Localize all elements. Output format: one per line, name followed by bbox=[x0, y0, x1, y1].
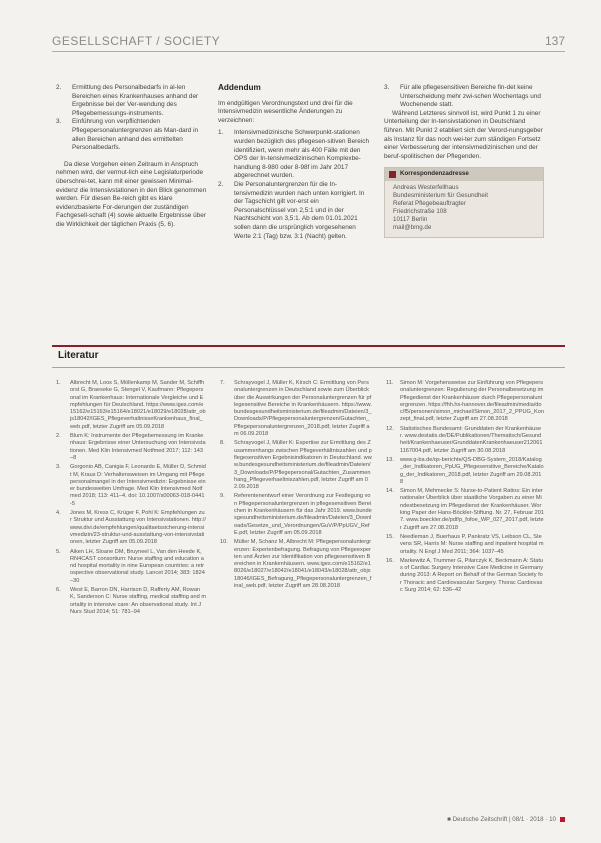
list-item bbox=[56, 118, 208, 152]
reference-text: Statistisches Bundesamt: Grunddaten der Krankenhäuser. www.destatis.de/DE/Publikationen/Thematisch/Gesundheit/Krankenhaeuser/GrunddatenKrankenhaeuser2120611167004.pdf, letzter Zugriff am 30.08.2018 bbox=[400, 425, 543, 454]
reference-number: 6. bbox=[56, 587, 61, 594]
footer-citation: ■ Deutsche Zeitschrift | 08/1 · 2018 · 10 bbox=[447, 816, 556, 823]
article-body bbox=[56, 84, 563, 344]
running-header bbox=[52, 32, 565, 50]
reference-text: Schrayvogel J, Müller K: Expertise zur Ermittlung des Zusammenhangs zwischen Pflegeverhältniszahlen und pflegesensitiven Ergebnisindikatoren in Deutschland. www.bundesgesundheitsministerium.de/fileadmin/Dateien/3_Downloads/P/Pflegepersonal/Gutachten_Zusammenhang_Pflegeverhaeltniszahlen.pdf, letzter Zugriff am 02.09.2018 bbox=[234, 440, 372, 491]
reference-text: Simon M, Mehmecke S: Nurse-to-Patient Ratios: Ein internationaler Überblick über staatliche Vorgaben zu einer Mindestbesetzung im Pflegedienst der Krankenhäuser. Working Paper der Hans-Böckler-Stiftung. Nr. 27, Februar 2017. www.boeckler.de/pdf/p_fofoe_WP_027_2017.pdf, letzter Zugriff am 27.08.2018 bbox=[400, 488, 544, 531]
reference-column-3 bbox=[386, 380, 544, 596]
reference-item bbox=[56, 433, 206, 462]
list-text: Einführung von verpflichtenden Pflegepersonaluntergrenzen als Man-dard in allen Bereichen anhand des ermittelten Personalbedarfs. bbox=[72, 118, 199, 152]
reference-text: Simon M: Vorgehensweise zur Einführung von Pflegepersonaluntergrenzen: Regulierung der Personalbesetzung im Pflegedienst der Krankenhäuser durch Pflegepersonaluntergrenzen. https://fhh.hs-hannover.de/fileadmin/media/doc/f5/personen/simon_michael/Simon_2017_2_PPUG_Konzept_final.pdf, letzter Zugriff am 27.08.2018 bbox=[400, 380, 544, 423]
reference-number: 15. bbox=[386, 533, 394, 540]
address-line: Andreas Westerfellhaus bbox=[393, 183, 459, 191]
reference-item bbox=[386, 457, 544, 486]
reference-item bbox=[56, 549, 206, 585]
reference-item bbox=[386, 558, 544, 594]
reference-item bbox=[56, 587, 206, 616]
reference-number: 4. bbox=[56, 510, 61, 517]
list-number: 3. bbox=[384, 84, 390, 91]
section-title: GESELLSCHAFT / SOCIETY bbox=[52, 34, 221, 48]
reference-number: 11. bbox=[386, 380, 394, 386]
reference-number: 9. bbox=[220, 493, 225, 500]
reference-text: Aiken LH, Sloane DM, Bruyneel L, Van den Heede K, RN4CAST consortium: Nurse staffing and education and hospital mortality in nine European countries: a retrospective observational study. Lancet 2014; 383: 1824–30 bbox=[70, 548, 205, 584]
middle-column bbox=[218, 84, 371, 241]
reference-column-1 bbox=[56, 380, 206, 618]
reference-text: Needleman J, Buerhaus P, Pankratz VS, Leibson CL, Stevens SR, Harris M: Nurse staffing and inpatient hospital mortality. N Engl J Med 2011; 364: 1037–45 bbox=[400, 533, 544, 555]
reference-number: 7. bbox=[220, 380, 225, 386]
list-item bbox=[218, 181, 371, 241]
header-rule bbox=[52, 51, 565, 52]
address-line: Referat Pflegebeauftragter bbox=[393, 199, 466, 207]
address-line: 10117 Berlin bbox=[393, 215, 428, 223]
reference-text: Gorgonio AB, Canigia F, Leonardo E, Müller D, Schmidt M, Kraus D: Verhaltensweisen im Umgang mit Pflegepersonalmangel in der Intensivmedizin: Ergebnisse einer bundesweiten Umfrage. Med Klin Intensivmed Notfmed 2018; 113: 411–4. doi: 10.1007/s00063-018-0441-5 bbox=[70, 464, 206, 507]
square-icon bbox=[560, 817, 565, 822]
correspondence-box bbox=[384, 167, 544, 238]
reference-item bbox=[220, 539, 372, 590]
list-number: 2. bbox=[218, 180, 224, 188]
list-item bbox=[56, 84, 208, 118]
address-line: Friedrichstraße 108 bbox=[393, 207, 447, 215]
address-line: Bundesministerium für Gesundheit bbox=[393, 191, 488, 199]
reference-number: 12. bbox=[386, 425, 394, 432]
reference-number: 16. bbox=[386, 557, 394, 564]
body-paragraph: Im endgültigen Verordnungstext und drei für die Intensivmedizin wesentliche Änderungen zu verzeichnen: bbox=[218, 99, 353, 124]
literature-heading: Literatur bbox=[58, 350, 99, 361]
list-number: 3. bbox=[56, 118, 62, 126]
page-footer bbox=[447, 816, 565, 823]
correspondence-title: Korrespondenzadresse bbox=[400, 170, 469, 178]
reference-number: 2. bbox=[56, 433, 61, 440]
reference-text: West E, Barron DN, Harrison D, Rafferty AM, Rowan K, Sanderson C: Nurse staffing, medical staffing and mortality in intensive care: An observational study. Int J Nurs Stud 2014; 51: 781–94 bbox=[70, 587, 206, 615]
page-number: 137 bbox=[544, 34, 565, 48]
reference-item bbox=[56, 510, 206, 546]
list-number: 2. bbox=[56, 84, 62, 91]
correspondence-header bbox=[385, 168, 543, 181]
correspondence-address bbox=[385, 181, 543, 237]
reference-item bbox=[220, 380, 372, 438]
body-paragraph: Da diese Vorgehen einen Zeitraum in Anspruch nehmen wird, der vermut-lich eine Legislaturperiode überschrei-tet, kann mit einer gewissen Minimal-evidenz die Intensivstationen in den Blick genommen werden. Für diesen Be-reich gibt es klare evidenzbasierte For-derungen der zuständigen Fachgesell-schaft (4) sowie aktuelle Ergebnisse über die Wirklichkeit der täglichen Praxis (5, 6). bbox=[56, 160, 207, 228]
reference-text: Blum K: Instrumente der Pflegebemessung im Krankenhaus: Ergebnisse einer Untersuchung von Intensivstationen. Med Klin Intensivmed Notfmed 2017; 112: 143–8 bbox=[70, 433, 206, 461]
list-text: Ermittlung des Personalbedarfs in al-len Bereichen eines Krankenhauses anhand der Ergebnisse bei der Ver-wendung des Pflegebemessungs-instruments. bbox=[72, 84, 199, 117]
reference-item bbox=[386, 534, 544, 556]
email-link[interactable]: mail@bmg.de bbox=[393, 223, 432, 231]
reference-number: 3. bbox=[56, 464, 61, 471]
reference-text: Jones M, Kress C, Krüger F, Pohl K: Empfehlungen zur Struktur und Ausstattung von Intensivstationen. http://www.divi.de/empfehlungen/qualitaetssicherung-intensivmedizin/23-struktur-und-ausstattung-von-intensivstationen, letzter Zugriff am 05.09.2018 bbox=[70, 510, 206, 546]
reference-column-2 bbox=[220, 380, 372, 592]
reference-text: Müller M, Schanz M, Albrecht M: Pflegepersonaluntergrenzen: Expertenbefragung. Befragung von Pflegeexperten und Ärzten zur Identifikation von pflegesensitiven Bereichen in Krankenhäusern. www.iges.com/e15162/e18026/e18027/e18042/e18041/e18043/e18028/attr_objs18046/IGES_Befragung_Pflegepersonaluntergrenzen_final_web.pdf, letzter Zugriff am 28.08.2018 bbox=[234, 539, 372, 590]
list-text: Für alle pflegesensitiven Bereiche fin-det keine Unterscheidung mehr zwi-schen Wochentags und Wochenende statt. bbox=[400, 84, 541, 109]
reference-number: 1. bbox=[56, 380, 61, 386]
reference-number: 5. bbox=[56, 548, 61, 555]
literature-bottom-rule bbox=[52, 367, 565, 368]
reference-item bbox=[386, 380, 544, 424]
reference-text: www.g-ba.de/qs-berichte/QS-DBG-System_2018/Katalog_der_Indikatoren_PpUG_Pflegesensitive_Bereiche/Katalog_der_Indikatoren_2018.pdf, letzter Zugriff am 29.08.2018 bbox=[400, 456, 544, 485]
reference-number: 14. bbox=[386, 488, 394, 495]
list-item bbox=[384, 84, 544, 110]
reference-number: 13. bbox=[386, 456, 394, 463]
reference-text: Markewitz A, Trummer G, Pilarczyk K, Beckmann A: Status of Cardiac Surgery Intensive Care Medicine in Germany during 2013: A Report on Behalf of the German Society for Thoracic and Cardiovascular Surgery. Thorac Cardiovasc Surg 2014; 62: 536–42 bbox=[400, 557, 544, 594]
reference-text: Referentenentwurf einer Verordnung zur Festlegung von Pflegepersonaluntergrenzen in pflegesensitiven Bereichen in Krankenhäusern für das Jahr 2019. www.bundesgesundheitsministerium.de/fileadmin/Dateien/3_Downloads/Gesetze_und_Verordnungen/GuV/P/PpUGV_RefE.pdf, letzter Zugriff am 05.09.2018 bbox=[234, 493, 372, 536]
reference-list bbox=[56, 380, 563, 810]
left-column bbox=[56, 84, 208, 230]
list-item bbox=[218, 129, 371, 181]
reference-item bbox=[386, 488, 544, 532]
list-text: Intensivmedizinische Schwerpunkt-stationen wurden bezüglich des pflegesen-sitiven Bereich identifiziert, wenn mehr als 400 Fälle mit den OPS der In-tensivmedizinischen Komplexbe-handlung 8-980 oder 8-98f im Jahr 2017 abgerechnet wurden. bbox=[234, 129, 369, 180]
reference-number: 8. bbox=[220, 440, 225, 447]
reference-item bbox=[56, 380, 206, 431]
right-column bbox=[384, 84, 544, 238]
reference-item bbox=[386, 426, 544, 455]
reference-item bbox=[56, 464, 206, 508]
square-icon bbox=[389, 171, 396, 178]
reference-item bbox=[220, 493, 372, 537]
reference-text: Albrecht M, Loos S, Möllenkamp M, Sander M, Schiffhorst G, Braeseke G, Stengel V, Kaufmann: Pflegepersonal im Krankenhaus: Internationale Vergleiche und Empfehlungen für Deutschland. https://www.iges.com/e15162/e15163/e15164/e18021/e18029/e18028/attr_objs18042/IGES_PflegeverhaltnisseKrankenhaus_final_web.pdf, letzter Zugriff am 05.09.2018 bbox=[70, 380, 206, 430]
reference-number: 10. bbox=[220, 539, 228, 546]
reference-text: Schrayvogel J, Müller K, Kirsch C: Ermittlung von Personaluntergrenzen in Deutschland sowie zum Überblick über die Auswirkungen der Personaluntergrenzen für pflegesensitive Bereiche in Krankenhäusern. https://www.bundesgesundheitsministerium.de/fileadmin/Dateien/3_Downloads/P/Pflegepersonaluntergrenzen/Gutachten_Pflegepersonaluntergrenzen_2018.pdf, letzter Zugriff am 06.09.2018 bbox=[234, 380, 372, 438]
list-text: Die Personaluntergrenzen für die In-tensivmedizin wurden nach unten korrigiert. In der Tagschicht gilt vor-erst ein Personalschlüssel von 2,5:1 und in der Nachtschicht von 3,5:1. Ab dem 01.01.2021 sollen dann die ursprünglich vorgesehenen Werte 2:1 (Tag) bzw. 3:1 (Nacht) gelten. bbox=[234, 180, 365, 240]
reference-item bbox=[220, 440, 372, 491]
literature-top-rule bbox=[52, 345, 565, 347]
body-paragraph: Während Letzteres sinnvoll ist, wird Punkt 1 zu einer Unterteilung der In-tensivstationen in Deutschland führen. Mit Punkt 2 etabliert sich der Verord-nungsgeber als Instanz für das noch wei-ter zum ständigen Fortsetz einer Verbesserung der intensivmedizinischen und der beruf-spolitischen der Pflegenden. bbox=[384, 109, 543, 160]
list-number: 1. bbox=[218, 129, 224, 137]
addendum-heading: Addendum bbox=[218, 83, 261, 92]
